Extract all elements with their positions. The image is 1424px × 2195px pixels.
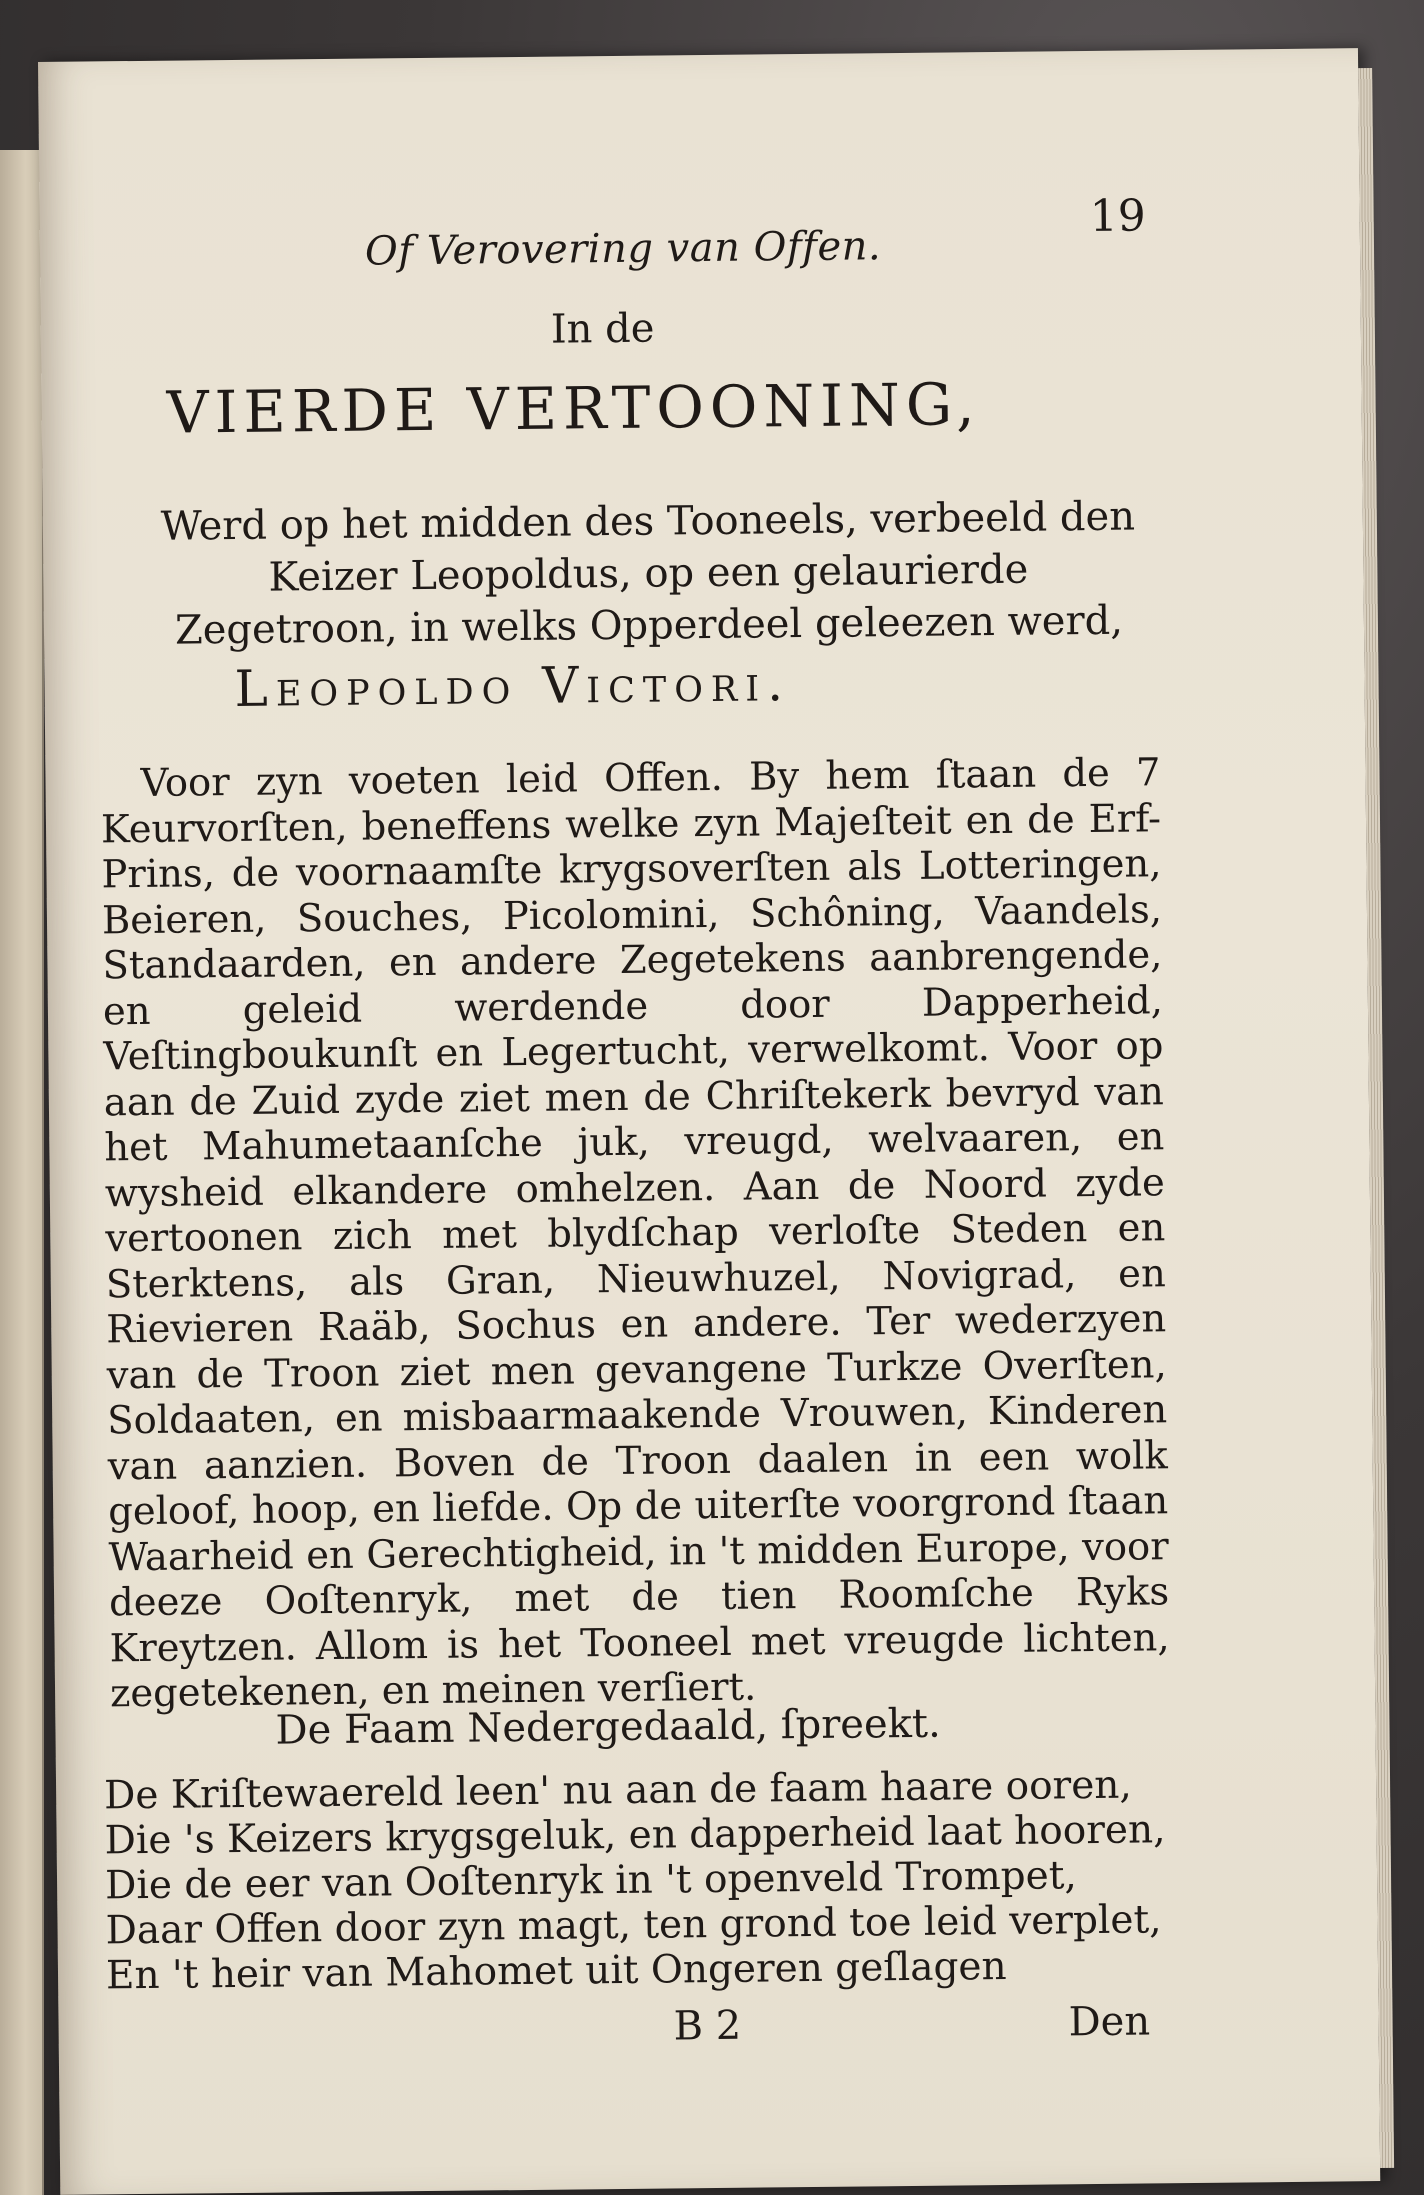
speaker-heading: De Faam Nedergedaald, ſpreekt.	[275, 1700, 941, 1754]
verse-line: Die 's Keizers krygsgeluk, en dapperheid laat hooren,	[104, 1807, 1166, 1864]
verse-line: Die de eer van Ooſtenryk in 't openveld Trompet,	[104, 1853, 1078, 1909]
catchword: Den	[1068, 1998, 1151, 2046]
running-head: Of Verovering van Offen.	[364, 223, 882, 275]
verse-line: En 't heir van Mahomet uit Ongeren geſlagen	[105, 1943, 1007, 1999]
scene-title: VIERDE VERTOONING,	[166, 370, 981, 447]
page-block-edge	[1358, 68, 1394, 2168]
page-number: 19	[1089, 190, 1146, 242]
verse-line: De Kriſtewaereld leen' nu aan de faam haare ooren,	[103, 1762, 1133, 1819]
signature-mark: B 2	[673, 2002, 742, 2050]
verse-line: Daar Offen door zyn magt, ten grond toe leid verplet,	[105, 1897, 1162, 1954]
intro-line: In de	[550, 305, 655, 353]
body-paragraph: Voor zyn voeten leid Offen. By hem ſtaan de 7 Keurvorſten, beneffens welke zyn Majeſteit en de Erf-Prins, de voornaamſte krygsoverſten als Lotteringen, Beieren, Souches, Picolomini, Schôning, Vaandels, Standaarden, en andere Zegetekens aanbrengende, en geleid werdende door Dapperheid, Veſtingboukunſt en Legertucht, verwelkomt. Voor op aan de Zuid zyde ziet men de Chriſtekerk bevryd van het Mahumetaanſche juk, vreugd, welvaaren, en wysheid elkandere omhelzen. Aan de Noord zyde vertoonen zich met blydſchap verloſte Steden en Sterktens, als Gran, Nieuwhuzel, Novigrad, en Rievieren Raäb, Sochus en andere. Ter wederzyen van de Troon ziet men gevangene Turkze Overſten, Soldaaten, en misbaarmaakende Vrouwen, Kinderen van aanzien. Boven de Troon daalen in een wolk geloof, hoop, en liefde. Op de uiterſte voorgrond ſtaan Waarheid en Gerechtigheid, in 't midden Europe, voor deeze Ooſtenryk, met de tien Roomſche Ryks Kreytzen. Allom is het Tooneel met vreugde lichten, zegetekenen, en meinen verſiert.	[100, 750, 1170, 1717]
previous-page-edge	[0, 150, 44, 2195]
book-page	[38, 48, 1380, 2195]
scene-description: Werd op het midden des Tooneels, verbeeld den Keizer Leopoldus, op een gelaurierde Zegetroon, in welks Opperdeel geleezen werd,	[160, 493, 1136, 654]
motto: Leopoldo Victori.	[234, 654, 792, 718]
verse-block	[104, 1762, 1167, 1998]
